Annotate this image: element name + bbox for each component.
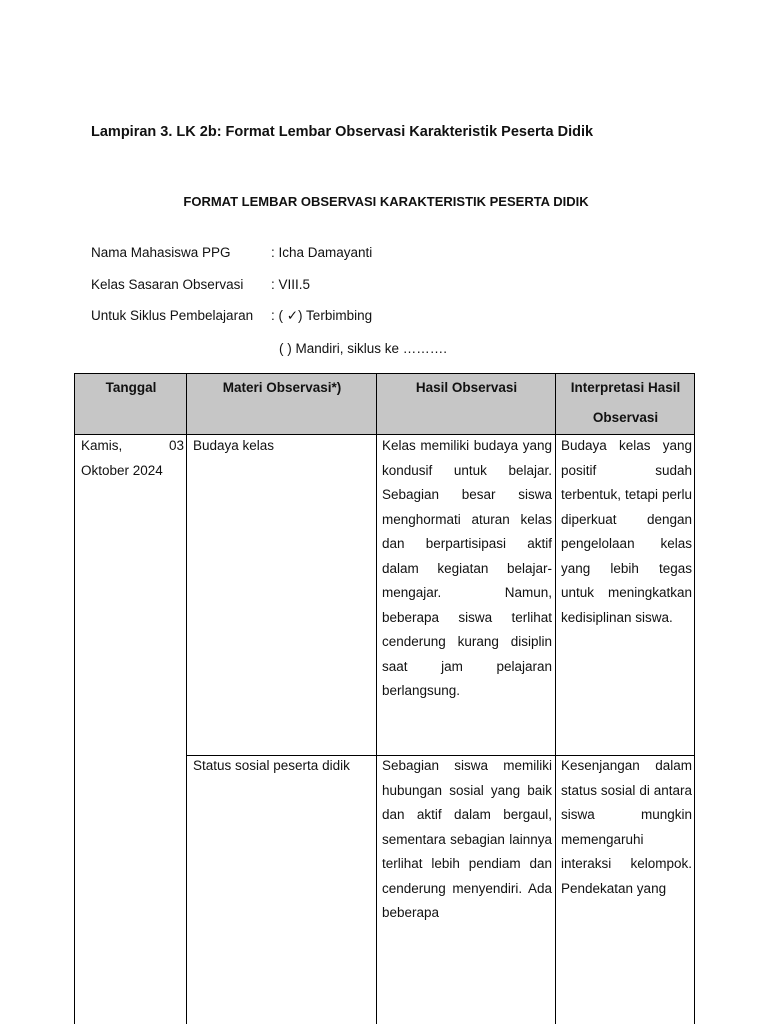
row2-result: Sebagian siswa memiliki hubungan sosial yang baik dan aktif dalam bergaul, sementara sebagian lainnya terlihat lebih pendiam dan cenderung menyendiri. Ada beberapa: [382, 758, 552, 920]
student-value: : Icha Damayanti: [271, 245, 373, 260]
form-heading: FORMAT LEMBAR OBSERVASI KARAKTERISTIK PESERTA DIDIK: [183, 194, 589, 209]
document-title: Lampiran 3. LK 2b: Format Lembar Observasi Karakteristik Peserta Didik: [91, 124, 594, 140]
row2-interpretation: Kesenjangan dalam status sosial di antara siswa mungkin memengaruhi interaksi kelompok. Pendekatan yang: [561, 758, 692, 896]
class-value: : VIII.5: [271, 277, 311, 292]
table-col-divider-3: [555, 373, 556, 1024]
row1-date: Kamis, 03 Oktober 2024: [81, 438, 184, 478]
observation-table: [74, 373, 695, 1024]
header-interpretasi: Interpretasi Hasil Observasi: [570, 380, 681, 425]
student-label: Nama Mahasiswa PPG: [91, 245, 231, 260]
row1-material: Budaya kelas: [193, 438, 275, 453]
table-col-divider-2: [376, 373, 377, 1024]
row2-material: Status sosial peserta didik: [193, 758, 350, 773]
info-student-row: [91, 245, 372, 260]
header-hasil: Hasil Observasi: [415, 380, 518, 395]
row1-interpretation: Budaya kelas yang positif sudah terbentuk, tetapi perlu diperkuat dengan pengelolaan kelas yang lebih tegas untuk meningkatkan kedisiplinan siswa.: [561, 438, 692, 625]
header-materi: Materi Observasi*): [222, 380, 342, 395]
row1-result: Kelas memiliki budaya yang kondusif untuk belajar. Sebagian besar siswa menghormati aturan kelas dan berpartisipasi aktif dalam kegiatan belajar-mengajar. Namun, beberapa siswa terlihat cenderung kurang disiplin saat jam pelajaran berlangsung.: [382, 438, 552, 698]
cycle-value: : ( ✓) Terbimbing: [271, 308, 373, 323]
info-cycle-row: [91, 308, 372, 324]
cycle-label: Untuk Siklus Pembelajaran: [91, 308, 254, 323]
class-label: Kelas Sasaran Observasi: [91, 277, 244, 292]
cycle-option-mandiri: ( ) Mandiri, siklus ke ……….: [279, 341, 448, 356]
table-col-divider-1: [186, 373, 187, 1024]
info-class-row: [91, 277, 310, 292]
header-tanggal: Tanggal: [105, 380, 157, 395]
